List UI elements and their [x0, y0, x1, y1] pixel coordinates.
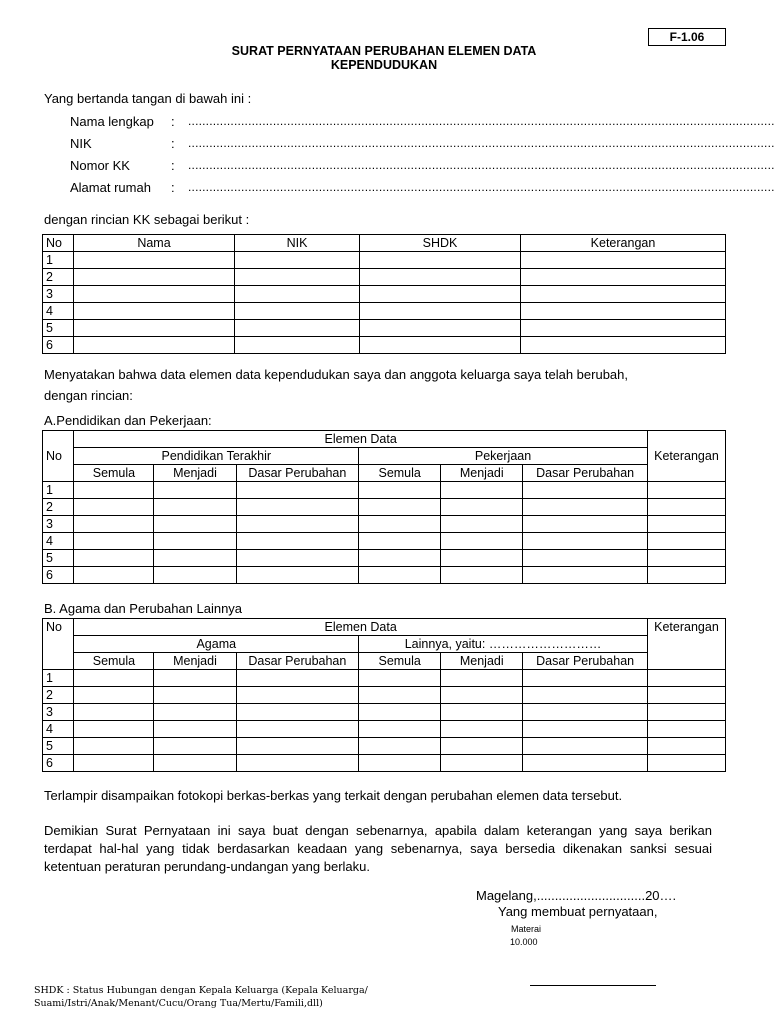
table-cell[interactable] [235, 252, 360, 269]
header-agama: Agama [74, 636, 359, 653]
table-cell[interactable] [236, 670, 359, 687]
table-cell[interactable] [360, 269, 521, 286]
row-number: 4 [43, 303, 74, 320]
header-no: No [43, 619, 74, 670]
table-cell[interactable] [359, 704, 441, 721]
table-row [43, 550, 726, 567]
materai-value: 10.000 [510, 937, 538, 947]
table-cell[interactable] [647, 567, 725, 584]
header-keterangan: Keterangan [647, 619, 725, 670]
table-row [43, 738, 726, 755]
table-cell[interactable] [74, 755, 154, 772]
table-cell[interactable] [74, 567, 154, 584]
title-line-1: SURAT PERNYATAAN PERUBAHAN ELEMEN DATA [231, 44, 537, 58]
header-shdk: SHDK [360, 235, 521, 252]
kk-intro: dengan rincian KK sebagai berikut : [44, 212, 250, 227]
field-colon: : [171, 136, 175, 151]
table-cell[interactable] [236, 550, 359, 567]
table-cell[interactable] [523, 516, 648, 533]
table-cell[interactable] [154, 567, 236, 584]
header-menjadi: Menjadi [154, 465, 236, 482]
table-cell[interactable] [441, 755, 523, 772]
table-cell[interactable] [154, 499, 236, 516]
header-semula: Semula [359, 465, 441, 482]
field-label-address: Alamat rumah [70, 180, 151, 195]
header-no: No [43, 431, 74, 482]
header-no: No [43, 235, 74, 252]
table-row [43, 482, 726, 499]
table-cell[interactable] [521, 337, 726, 354]
table-cell[interactable] [523, 499, 648, 516]
table-cell[interactable] [441, 721, 523, 738]
table-cell[interactable] [236, 738, 359, 755]
table-cell[interactable] [235, 286, 360, 303]
table-cell[interactable] [647, 687, 725, 704]
row-number: 1 [43, 482, 74, 499]
table-cell[interactable] [154, 687, 236, 704]
header-semula: Semula [359, 653, 441, 670]
table-cell[interactable] [521, 320, 726, 337]
row-number: 1 [43, 670, 74, 687]
signature-line[interactable] [530, 985, 656, 986]
row-number: 3 [43, 286, 74, 303]
table-cell[interactable] [647, 516, 725, 533]
table-cell[interactable] [647, 482, 725, 499]
row-number: 2 [43, 499, 74, 516]
table-header-row [43, 448, 726, 465]
table-cell[interactable] [235, 337, 360, 354]
section-b-title: B. Agama dan Perubahan Lainnya [44, 601, 243, 616]
table-header-row [43, 653, 726, 670]
table-cell[interactable] [441, 533, 523, 550]
header-menjadi: Menjadi [441, 465, 523, 482]
table-row [43, 320, 726, 337]
table-cell[interactable] [359, 567, 441, 584]
table-cell[interactable] [360, 303, 521, 320]
table-cell[interactable] [523, 550, 648, 567]
table-cell[interactable] [154, 670, 236, 687]
field-label-name: Nama lengkap [70, 114, 154, 129]
form-code: F-1.06 [648, 28, 726, 46]
table-row [43, 670, 726, 687]
table-cell[interactable] [236, 687, 359, 704]
header-menjadi: Menjadi [154, 653, 236, 670]
table-cell[interactable] [523, 482, 648, 499]
header-dasar-perubahan: Dasar Perubahan [523, 653, 648, 670]
table-cell[interactable] [359, 499, 441, 516]
table-cell[interactable] [154, 550, 236, 567]
table-cell[interactable] [441, 550, 523, 567]
table-cell[interactable] [236, 704, 359, 721]
table-cell[interactable] [647, 738, 725, 755]
table-row [43, 337, 726, 354]
table-header-row [43, 465, 726, 482]
kk-table [42, 234, 726, 354]
table-cell[interactable] [647, 755, 725, 772]
materai-label: Materai [511, 924, 542, 934]
table-cell[interactable] [441, 670, 523, 687]
table-cell[interactable] [647, 721, 725, 738]
table-cell[interactable] [359, 516, 441, 533]
table-cell[interactable] [523, 687, 648, 704]
table-cell[interactable] [74, 721, 154, 738]
row-number: 6 [43, 337, 74, 354]
table-row [43, 721, 726, 738]
table-cell[interactable] [74, 320, 235, 337]
table-cell[interactable] [154, 704, 236, 721]
field-label-nik: NIK [70, 136, 92, 151]
table-cell[interactable] [441, 482, 523, 499]
table-cell[interactable] [521, 269, 726, 286]
table-cell[interactable] [360, 252, 521, 269]
table-cell[interactable] [236, 567, 359, 584]
table-row [43, 533, 726, 550]
table-cell[interactable] [236, 721, 359, 738]
table-cell[interactable] [154, 533, 236, 550]
section-b-table [42, 618, 726, 772]
table-cell[interactable] [359, 755, 441, 772]
header-dasar-perubahan: Dasar Perubahan [236, 653, 359, 670]
table-cell[interactable] [236, 755, 359, 772]
table-row [43, 704, 726, 721]
place-date: Magelang,..............................20…. [476, 888, 677, 903]
table-row [43, 755, 726, 772]
table-cell[interactable] [74, 303, 235, 320]
table-row [43, 687, 726, 704]
field-fill-line[interactable]: ...................................................................................................................................................................... [188, 158, 775, 172]
table-cell[interactable] [521, 286, 726, 303]
table-row [43, 303, 726, 320]
table-cell[interactable] [523, 755, 648, 772]
table-cell[interactable] [74, 670, 154, 687]
header-semula: Semula [74, 465, 154, 482]
table-header-row [43, 431, 726, 448]
signer-label: Yang membuat pernyataan, [498, 904, 658, 919]
row-number: 3 [43, 516, 74, 533]
table-cell[interactable] [235, 269, 360, 286]
table-cell[interactable] [647, 670, 725, 687]
table-cell[interactable] [359, 687, 441, 704]
footnote-line-1: SHDK : Status Hubungan dengan Kepala Keluarga (Kepala Keluarga/ [34, 985, 368, 996]
table-cell[interactable] [74, 252, 235, 269]
table-header-row [43, 235, 726, 252]
row-number: 1 [43, 252, 74, 269]
table-cell[interactable] [647, 704, 725, 721]
table-cell[interactable] [441, 687, 523, 704]
header-elemen-data: Elemen Data [74, 431, 648, 448]
row-number: 5 [43, 738, 74, 755]
table-cell[interactable] [441, 516, 523, 533]
header-lainnya: Lainnya, yaitu: ……………………… [359, 636, 648, 653]
table-cell[interactable] [441, 567, 523, 584]
table-cell[interactable] [236, 482, 359, 499]
table-cell[interactable] [359, 550, 441, 567]
row-number: 5 [43, 320, 74, 337]
table-cell[interactable] [523, 704, 648, 721]
table-row [43, 252, 726, 269]
intro-text: Yang bertanda tangan di bawah ini : [44, 91, 252, 106]
table-cell[interactable] [523, 533, 648, 550]
header-keterangan: Keterangan [647, 431, 725, 482]
closing-paragraph: Demikian Surat Pernyataan ini saya buat dengan sebenarnya, apabila dalam keterangan yang saya berikan terdapat hal-hal yang tidak berdasarkan keadaan yang sebenarnya, saya bersedia dikenakan sanksi sesuai ketentuan peraturan perundang-undangan yang berlaku. [44, 823, 712, 874]
table-cell[interactable] [235, 303, 360, 320]
table-cell[interactable] [521, 303, 726, 320]
row-number: 4 [43, 533, 74, 550]
table-cell[interactable] [74, 550, 154, 567]
header-keterangan: Keterangan [521, 235, 726, 252]
table-row [43, 499, 726, 516]
table-cell[interactable] [74, 269, 235, 286]
title-line-2: KEPENDUDUKAN [330, 58, 438, 72]
field-colon: : [171, 158, 175, 173]
table-cell[interactable] [74, 482, 154, 499]
table-cell[interactable] [359, 738, 441, 755]
header-nik: NIK [235, 235, 360, 252]
row-number: 6 [43, 567, 74, 584]
statement-line-2: dengan rincian: [44, 388, 133, 403]
table-cell[interactable] [359, 533, 441, 550]
header-dasar-perubahan: Dasar Perubahan [523, 465, 648, 482]
row-number: 2 [43, 269, 74, 286]
table-cell[interactable] [647, 533, 725, 550]
header-dasar-perubahan: Dasar Perubahan [236, 465, 359, 482]
table-row [43, 286, 726, 303]
footnote-line-2: Suami/Istri/Anak/Menant/Cucu/Orang Tua/Mertu/Famili,dll) [34, 998, 323, 1009]
table-header-row [43, 619, 726, 636]
table-cell[interactable] [154, 755, 236, 772]
row-number: 4 [43, 721, 74, 738]
table-cell[interactable] [154, 738, 236, 755]
table-cell[interactable] [523, 738, 648, 755]
table-cell[interactable] [647, 499, 725, 516]
table-cell[interactable] [441, 738, 523, 755]
table-row [43, 567, 726, 584]
attachment-note: Terlampir disampaikan fotokopi berkas-berkas yang terkait dengan perubahan elemen data tersebut. [44, 788, 623, 803]
table-cell[interactable] [236, 499, 359, 516]
table-cell[interactable] [647, 550, 725, 567]
table-cell[interactable] [359, 482, 441, 499]
table-cell[interactable] [74, 533, 154, 550]
table-cell[interactable] [360, 286, 521, 303]
table-cell[interactable] [154, 482, 236, 499]
table-row [43, 516, 726, 533]
table-cell[interactable] [441, 704, 523, 721]
table-cell[interactable] [154, 516, 236, 533]
table-cell[interactable] [74, 738, 154, 755]
table-cell[interactable] [74, 516, 154, 533]
table-cell[interactable] [523, 721, 648, 738]
table-cell[interactable] [523, 670, 648, 687]
table-cell[interactable] [74, 499, 154, 516]
field-fill-line[interactable]: ...................................................................................................................................................................... [188, 180, 775, 194]
row-number: 2 [43, 687, 74, 704]
table-row [43, 269, 726, 286]
table-cell[interactable] [154, 721, 236, 738]
table-cell[interactable] [74, 687, 154, 704]
table-header-row [43, 636, 726, 653]
header-nama: Nama [74, 235, 235, 252]
table-cell[interactable] [523, 567, 648, 584]
header-pendidikan: Pendidikan Terakhir [74, 448, 359, 465]
header-pekerjaan: Pekerjaan [359, 448, 648, 465]
header-menjadi: Menjadi [441, 653, 523, 670]
table-cell[interactable] [74, 704, 154, 721]
row-number: 3 [43, 704, 74, 721]
section-a-title: A.Pendidikan dan Pekerjaan: [44, 413, 212, 428]
table-cell[interactable] [235, 320, 360, 337]
table-cell[interactable] [521, 252, 726, 269]
table-cell[interactable] [359, 721, 441, 738]
table-cell[interactable] [360, 337, 521, 354]
field-colon: : [171, 180, 175, 195]
header-semula: Semula [74, 653, 154, 670]
table-cell[interactable] [236, 516, 359, 533]
header-elemen-data: Elemen Data [74, 619, 648, 636]
table-cell[interactable] [360, 320, 521, 337]
field-fill-line[interactable]: ...................................................................................................................................................................... [188, 136, 775, 150]
table-cell[interactable] [441, 499, 523, 516]
field-label-kk: Nomor KK [70, 158, 130, 173]
table-cell[interactable] [74, 337, 235, 354]
row-number: 6 [43, 755, 74, 772]
field-colon: : [171, 114, 175, 129]
statement-line-1: Menyatakan bahwa data elemen data kependudukan saya dan anggota keluarga saya telah berubah, [44, 367, 628, 382]
table-cell[interactable] [74, 286, 235, 303]
section-a-table [42, 430, 726, 584]
table-cell[interactable] [359, 670, 441, 687]
table-cell[interactable] [236, 533, 359, 550]
field-fill-line[interactable]: ...................................................................................................................................................................... [188, 114, 775, 128]
row-number: 5 [43, 550, 74, 567]
